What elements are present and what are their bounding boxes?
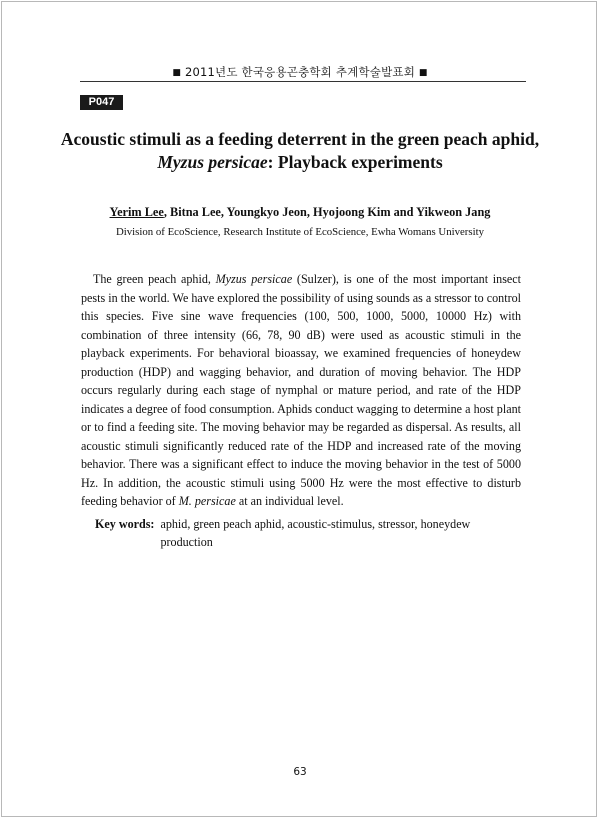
header-marker-right: ■ xyxy=(418,68,428,78)
keywords-block xyxy=(95,515,525,551)
paper-title xyxy=(40,128,560,174)
title-species: Myzus persicae xyxy=(157,152,268,172)
title-line-2 xyxy=(40,151,560,174)
title-line-1: Acoustic stimuli as a feeding deterrent in the green peach aphid, xyxy=(60,129,540,149)
conference-header xyxy=(0,64,600,80)
abstract-part-1: The green peach aphid, xyxy=(93,272,216,286)
abstract-species-1: Myzus persicae xyxy=(215,272,293,286)
abstract-body xyxy=(81,270,521,511)
affiliation: Division of EcoScience, Research Institute of EcoScience, Ewha Womans University xyxy=(115,226,485,238)
abstract-part-2: (Sulzer), is one of the most important insect pests in the world. We have explored the possibility of using sounds as a stressor to control this species. Five sine wave frequencies (100, 500, 1000, 5000, 10000 Hz) with combination of three intensity (66, 78, 90 dB) were used as acoustic stimuli in the playback experiments. For behavioral bioassay, we examined frequencies of honeydew production (HDP) and wagging behavior, and duration of moving behavior. The HDP occurs regularly during each stage of nymphal or mature period, and rate of the HDP indicates a degree of food consumption. Aphids conduct wagging to determine a host plant or to find a feeding site. The moving behavior may be regarded as dispersal. As results, all acoustic stimuli significantly reduced rate of the HDP and increased rate of the moving behavior. There was a significant effect to induce the moving behavior in the test of 5000 Hz. In addition, the acoustic stimuli using 5000 Hz were the most effective to disturb feeding behavior of xyxy=(81,272,522,508)
other-authors: , Bitna Lee, Youngkyo Jeon, Hyojoong Kim and Yikweon Jang xyxy=(163,205,491,219)
abstract-part-3: at an individual level. xyxy=(235,494,344,508)
page-number: 63 xyxy=(293,766,307,778)
header-rule xyxy=(80,81,526,82)
keywords-label: Key words: xyxy=(95,517,155,531)
presenting-author: Yerim Lee xyxy=(109,205,164,219)
author-list xyxy=(0,205,600,220)
paper-code-badge: P047 xyxy=(80,95,123,110)
title-line-2-rest: : Playback experiments xyxy=(267,152,443,172)
header-marker-left: ■ xyxy=(172,68,182,78)
keywords-text: aphid, green peach aphid, acoustic-stimulus, stressor, honeydew production xyxy=(160,517,471,549)
header-text: 2011년도 한국응용곤충학회 추계학술발표회 xyxy=(184,65,416,79)
abstract-species-2: M. persicae xyxy=(178,494,236,508)
